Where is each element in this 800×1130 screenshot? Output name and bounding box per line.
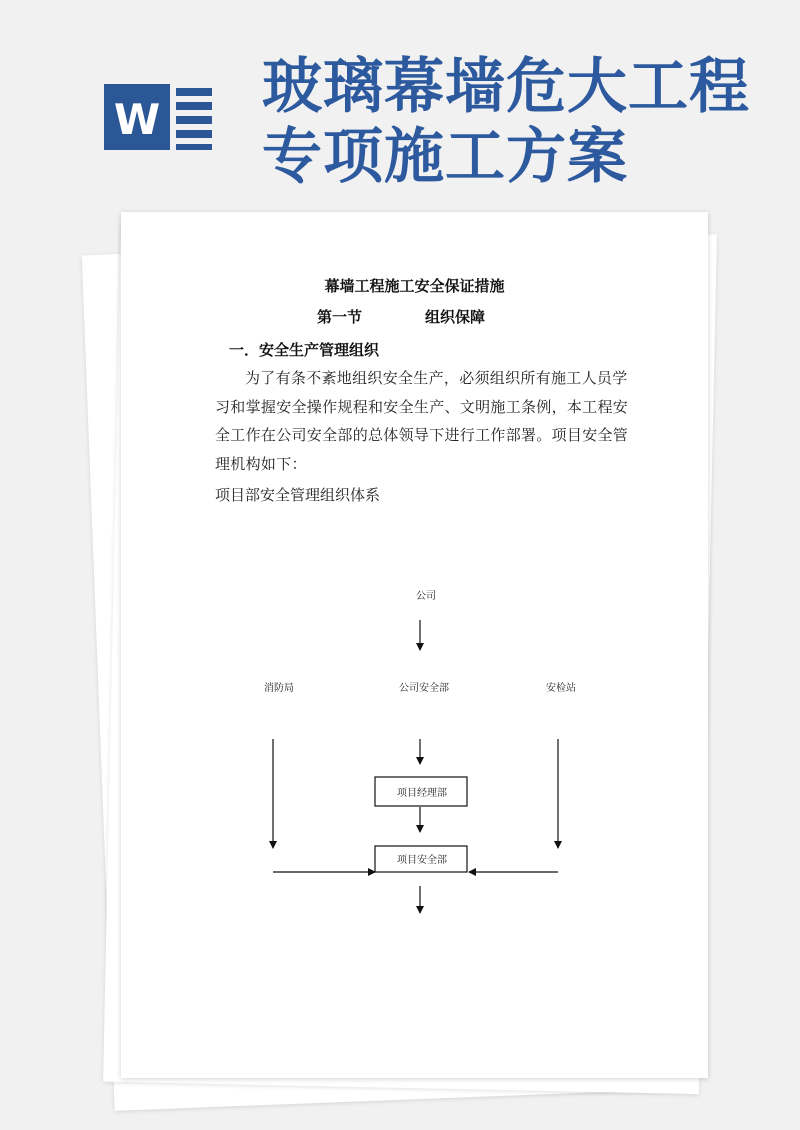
subheading: 一．安全生产管理组织 (229, 341, 380, 359)
banner-title-line2: 专项施工方案 (262, 122, 628, 192)
org-chart-label: 项目部安全管理组织体系 (215, 486, 381, 504)
node-safety-station: 安检站 (546, 683, 576, 694)
document-page (121, 212, 708, 1078)
node-company-safety-dept: 公司安全部 (399, 683, 449, 694)
section-name: 组织保障 (425, 308, 486, 326)
node-fire-bureau: 消防局 (264, 683, 294, 694)
word-document-icon (104, 74, 216, 160)
banner-title-line1: 玻璃幕墙危大工程 (262, 52, 750, 122)
banner-title (262, 52, 750, 192)
node-project-manager-dept: 项目经理部 (397, 788, 447, 799)
body-paragraph: 为了有条不紊地组织安全生产，必须组织所有施工人员学习和掌握安全操作规程和安全生产、文明施工条例，本工程安全工作在公司安全部的总体领导下进行工作部署。项目安全管理机构如下： (215, 369, 629, 473)
org-chart (121, 212, 708, 1078)
section-number: 第一节 (317, 308, 363, 326)
document-title: 幕墙工程施工安全保证措施 (324, 277, 505, 295)
node-project-safety-dept: 项目安全部 (397, 855, 447, 866)
node-company: 公司 (416, 591, 436, 602)
logo-letter: W (113, 95, 161, 144)
